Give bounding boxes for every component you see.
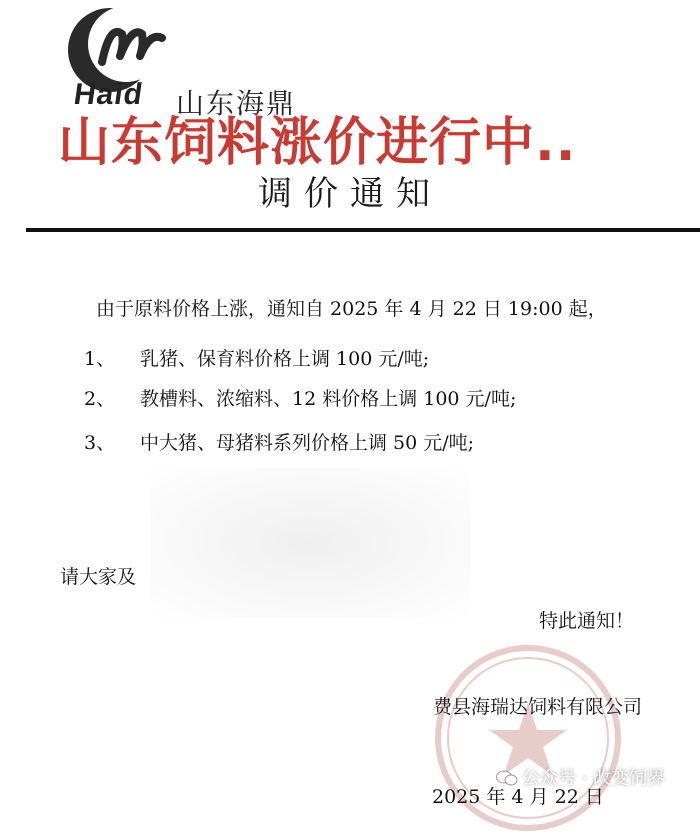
list-item-text: 教槽料、浓缩料、12 料价格上调 100 元/吨;: [140, 388, 517, 410]
notice-request: 请大家及: [60, 566, 137, 588]
notice-intro: 由于原料价格上涨，通知自 2025 年 4 月 22 日 19:00 起，: [96, 298, 607, 320]
overlay-headline: 山东饲料涨价进行中..: [58, 113, 577, 173]
company-name-header: 山东海鼎: [176, 87, 297, 120]
list-item: [84, 428, 474, 455]
list-item: [84, 384, 516, 411]
title-divider: [26, 228, 700, 232]
list-item: [84, 344, 429, 371]
list-item-number: 1、: [84, 348, 116, 370]
watermark-text: 公众号 · 改变饲界: [522, 768, 666, 789]
page-title: 调价通知: [258, 174, 442, 214]
list-item-number: 3、: [84, 432, 116, 454]
list-item-text: 中大猪、母猪料系列价格上调 50 元/吨;: [140, 432, 475, 454]
signature-date: 2025 年 4 月 22 日: [432, 786, 604, 808]
notice-closing: 特此通知！: [538, 610, 634, 632]
logo-wordmark: Haid: [71, 78, 146, 111]
list-item-text: 乳猪、保育料价格上调 100 元/吨;: [140, 348, 430, 370]
company-signature: 费县海瑞达饲料有限公司: [432, 696, 642, 718]
smudge-area: [150, 468, 470, 618]
list-item-number: 2、: [84, 388, 116, 410]
